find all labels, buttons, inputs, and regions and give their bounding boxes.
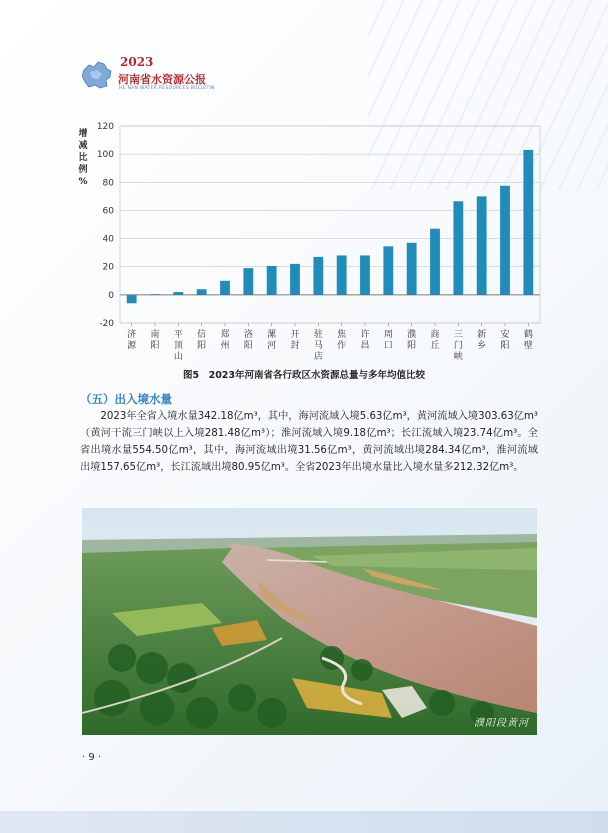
x-tick-label: 洛阳 bbox=[243, 330, 253, 351]
page-number: · 9 · bbox=[82, 752, 102, 763]
y-tick-label: 0 bbox=[108, 290, 114, 301]
x-tick-label: 济源 bbox=[127, 330, 137, 351]
x-tick-label: 驻马店 bbox=[313, 330, 323, 362]
x-tick-label: 三门峡 bbox=[453, 330, 463, 362]
photo-illustration bbox=[82, 508, 537, 735]
y-tick-label: 100 bbox=[96, 150, 114, 161]
x-tick-label: 漯河 bbox=[267, 330, 277, 351]
photo-caption: 濮阳段黄河 bbox=[474, 718, 529, 729]
y-tick-label: -20 bbox=[99, 319, 114, 329]
bar bbox=[243, 268, 253, 295]
y-axis-label-char: % bbox=[78, 177, 88, 187]
bar bbox=[313, 257, 323, 295]
bar bbox=[290, 264, 300, 295]
henan-map-icon bbox=[80, 60, 114, 90]
yellow-river-photo bbox=[82, 508, 537, 735]
header-year: 2023 bbox=[120, 55, 154, 69]
bar bbox=[127, 295, 137, 303]
x-tick-label: 郑州 bbox=[220, 330, 230, 351]
chart-svg bbox=[70, 118, 550, 363]
bar bbox=[220, 281, 230, 295]
decorative-footer-band bbox=[0, 811, 608, 833]
figure-caption: 图5 2023年河南省各行政区水资源总量与多年均值比较 bbox=[182, 370, 426, 381]
header-title: 河南省水资源公报 bbox=[118, 73, 206, 86]
y-tick-label: 60 bbox=[102, 206, 114, 217]
bar bbox=[500, 186, 510, 295]
x-tick-label: 新乡 bbox=[477, 330, 487, 351]
bar bbox=[430, 229, 440, 295]
bar-chart bbox=[70, 118, 550, 363]
section-paragraph: 2023年全省入境水量342.18亿m³，其中，海河流域入境5.63亿m³，黄河流域入境303.63亿m³（黄河干流三门峡以上入境281.48亿m³）；淮河流域入境9.18亿m³；长江流域入境23.74亿m³。全省出境水量554.50亿m³，其中，海河流域出境31.56亿m³，黄河流域出境284.34亿m³，淮河流域出境157.65亿m³，长江流域出境80.95亿m³。全省2023年出境水量比入境水量多212.32亿m³。 bbox=[80, 411, 538, 473]
bar bbox=[383, 246, 393, 295]
header-subtitle: HE NAN WATER RESOURCES BULLETIN bbox=[119, 86, 215, 91]
bar bbox=[197, 289, 207, 295]
section-title: （五）出入境水量 bbox=[80, 392, 172, 406]
x-tick-label: 开封 bbox=[290, 330, 300, 351]
bar bbox=[523, 150, 533, 295]
y-tick-label: 80 bbox=[102, 178, 114, 189]
x-tick-label: 许昌 bbox=[360, 330, 370, 351]
section-body bbox=[80, 408, 538, 476]
y-tick-label: 20 bbox=[102, 262, 114, 273]
bar bbox=[360, 255, 370, 294]
x-tick-label: 周口 bbox=[383, 330, 393, 351]
x-tick-label: 平顶山 bbox=[173, 330, 183, 362]
x-tick-label: 安阳 bbox=[500, 330, 510, 351]
x-tick-label: 濮阳 bbox=[407, 330, 417, 351]
bar bbox=[267, 266, 277, 295]
y-axis-label-char: 例 bbox=[78, 165, 88, 175]
bar bbox=[477, 196, 487, 295]
bar bbox=[453, 201, 463, 295]
x-tick-label: 信阳 bbox=[197, 330, 207, 351]
x-tick-label: 商丘 bbox=[430, 330, 440, 351]
y-tick-label: 40 bbox=[102, 234, 114, 245]
x-tick-label: 鹤壁 bbox=[523, 330, 533, 351]
y-tick-label: 120 bbox=[96, 122, 114, 132]
y-axis-label-char: 增 bbox=[78, 129, 88, 139]
y-axis-label-char: 比 bbox=[78, 153, 88, 163]
x-tick-label: 焦作 bbox=[337, 330, 347, 351]
y-axis-label-char: 减 bbox=[78, 141, 88, 151]
bar bbox=[173, 292, 183, 295]
bar bbox=[150, 294, 160, 295]
bar bbox=[407, 243, 417, 295]
x-tick-label: 南阳 bbox=[150, 330, 160, 351]
bar bbox=[337, 255, 347, 294]
